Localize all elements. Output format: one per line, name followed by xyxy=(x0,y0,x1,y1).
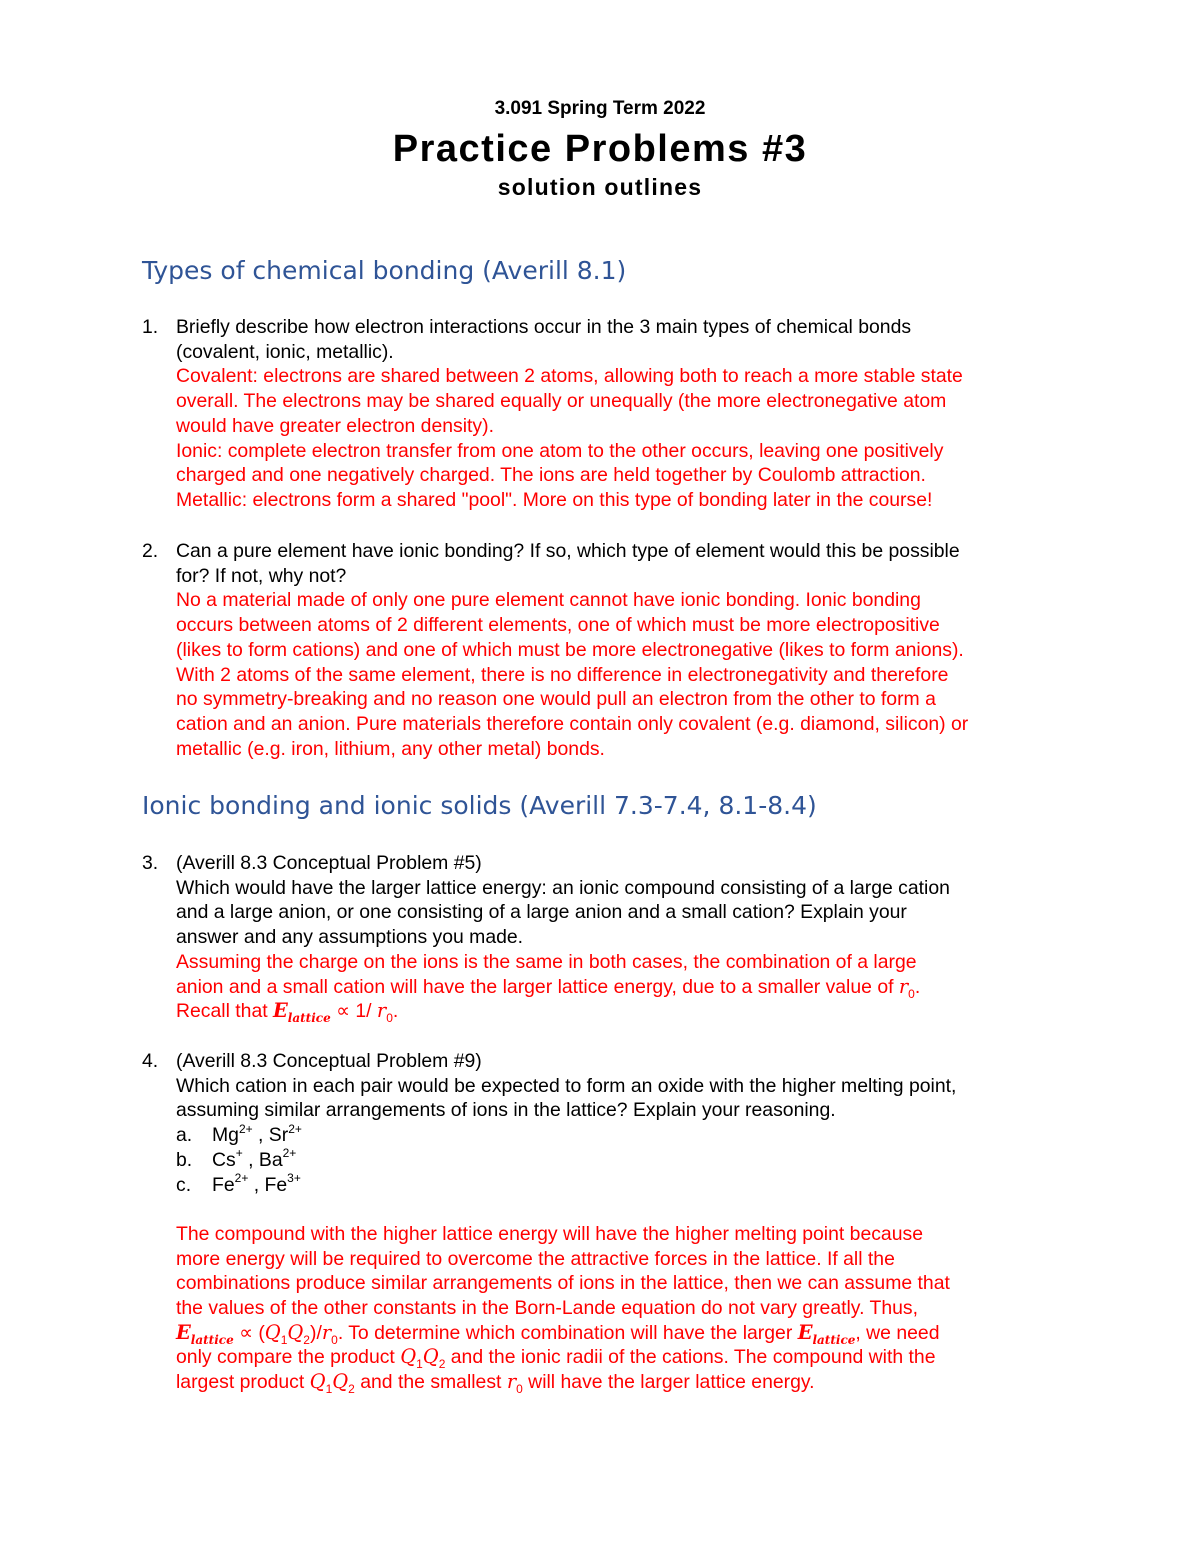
ion-symbol: Fe xyxy=(212,1173,235,1196)
question-text-line: (covalent, ionic, metallic). xyxy=(176,340,394,363)
ion-charge: 2+ xyxy=(288,1121,302,1136)
question-text-line: assuming similar arrangements of ions in the lattice? Explain your reasoning. xyxy=(176,1099,836,1122)
page-subtitle: solution outlines xyxy=(497,174,703,200)
ion-charge: 3+ xyxy=(287,1171,301,1186)
answer-text-line: would have greater electron density). xyxy=(176,414,494,437)
section-heading-ionic-bonding: Ionic bonding and ionic solids (Averill 7.3-7.4, 8.1-8.4) xyxy=(142,791,817,820)
lattice-energy-symbol: E xyxy=(797,1320,813,1344)
charge-subscript: 1 xyxy=(280,1332,288,1347)
ion-charge: 2+ xyxy=(238,1121,253,1136)
ion-symbol: Cs xyxy=(212,1148,236,1171)
answer-text-line: no symmetry-breaking and no reason one would pull an electron from the other to form a xyxy=(176,688,936,711)
answer-text: and the ionic radii of the cations. The compound with the xyxy=(445,1346,936,1369)
ion-pair-a: a. $Mg^{2+}$ , $Sr^{2+}$ xyxy=(176,1121,302,1147)
lattice-energy-symbol: E xyxy=(273,999,288,1023)
question-4 xyxy=(142,1049,1082,1395)
course-term: 3.091 Spring Term 2022 xyxy=(494,98,706,119)
page-title: Practice Problems #3 xyxy=(392,128,808,170)
ion-charge: + xyxy=(235,1146,243,1161)
charge-symbol: Q xyxy=(422,1345,439,1369)
question-text-line: Which would have the larger lattice energy: an ionic compound consisting of a large cation xyxy=(176,876,950,899)
answer-text-line: overall. The electrons may be shared equally or unequally (the more electronegative atom xyxy=(176,390,947,413)
equation-text: )/ xyxy=(309,1321,322,1344)
lattice-subscript: lattice xyxy=(812,1332,856,1347)
radius-symbol: r xyxy=(321,1320,332,1344)
charge-symbol: Q xyxy=(287,1320,304,1344)
charge-subscript: 2 xyxy=(303,1332,310,1347)
answer-text: largest product xyxy=(176,1371,310,1394)
answer-text-line: more energy will be required to overcome the attractive forces in the lattice. If all the xyxy=(176,1247,895,1270)
section-heading-bonding-types: Types of chemical bonding (Averill 8.1) xyxy=(142,256,627,285)
answer-text-line: the values of the other constants in the Born-Lande equation do not vary greatly. Thus, xyxy=(176,1297,918,1320)
question-text-line: Can a pure element have ionic bonding? If so, which type of element would this be possible xyxy=(176,540,960,562)
answer-text-line xyxy=(176,975,1082,1000)
answer-text: only compare the product xyxy=(176,1346,401,1369)
answer-text-line: Covalent: electrons are shared between 2 atoms, allowing both to reach a more stable state xyxy=(176,365,963,388)
answer-text-line xyxy=(176,999,1082,1024)
charge-symbol: Q xyxy=(332,1370,349,1394)
question-text-line: (Averill 8.3 Conceptual Problem #5) xyxy=(176,852,482,874)
ion-symbol: Fe xyxy=(264,1173,288,1196)
question-number: 1. xyxy=(142,316,159,338)
question-number: 3. xyxy=(142,852,159,874)
proportional-text: ∝ 1/ xyxy=(330,1000,377,1023)
ion-charge: 2+ xyxy=(282,1146,297,1161)
ion-pair-b: b. Cs+ , $Ba^{2+}$ xyxy=(176,1146,297,1171)
question-number: 2. xyxy=(142,540,159,562)
radius-symbol: r xyxy=(898,974,909,998)
answer-text-line: (likes to form cations) and one of which must be more electronegative (likes to form anions). xyxy=(176,638,964,661)
radius-subscript: 0 xyxy=(908,986,915,1001)
answer-text-line: No a material made of only one pure element cannot have ionic bonding. Ionic bonding xyxy=(176,589,921,612)
question-text-line: for? If not, why not? xyxy=(176,564,347,587)
lattice-subscript: lattice xyxy=(190,1332,234,1347)
ion-symbol: Ba xyxy=(258,1148,283,1171)
question-number: 4. xyxy=(142,1050,159,1072)
radius-subscript: 0 xyxy=(386,1011,393,1026)
answer-text-line: cation and an anion. Pure materials therefore contain only covalent (e.g. diamond, silicon) or xyxy=(176,712,969,735)
charge-subscript: 2 xyxy=(348,1382,355,1396)
answer-text: , we need xyxy=(855,1321,940,1344)
question-text-line: Briefly describe how electron interactions occur in the 3 main types of chemical bonds xyxy=(176,316,912,338)
radius-symbol: r xyxy=(376,999,387,1023)
proportional-text: ∝ ( xyxy=(233,1321,265,1344)
answer-text-line xyxy=(176,1370,1082,1395)
answer-text-line: The compound with the higher lattice energy will have the higher melting point because xyxy=(176,1222,923,1245)
charge-subscript: 2 xyxy=(438,1357,446,1372)
answer-text-line: occurs between atoms of 2 different elements, one of which must be more electropositive xyxy=(176,614,940,637)
ion-symbol: Mg xyxy=(212,1124,239,1147)
pair-label: b. xyxy=(176,1148,193,1171)
charge-subscript: 1 xyxy=(325,1382,333,1396)
question-text-line: Which cation in each pair would be expected to form an oxide with the higher melting point, xyxy=(176,1074,957,1097)
answer-text-line: Metallic: electrons form a shared "pool". More on this type of bonding later in the course! xyxy=(176,488,933,511)
charge-subscript: 1 xyxy=(416,1357,423,1372)
answer-text: Recall that xyxy=(176,1000,274,1023)
period: . xyxy=(392,1000,399,1023)
charge-symbol: Q xyxy=(264,1320,281,1344)
answer-text-line xyxy=(176,1321,1082,1346)
radius-subscript: 0 xyxy=(331,1332,338,1347)
question-2 xyxy=(142,539,1082,761)
question-1 xyxy=(142,315,1082,513)
answer-text-line: With 2 atoms of the same element, there is no difference in electronegativity and therefore xyxy=(176,663,949,686)
charge-symbol: Q xyxy=(400,1345,417,1369)
answer-text-line xyxy=(176,1345,1082,1370)
answer-text: will have the larger lattice energy. xyxy=(522,1371,815,1394)
ion-pair-c: c. $Fe^{2+}$ , $Fe^{3+}$ xyxy=(176,1171,301,1196)
question-text-line: and a large anion, or one consisting of a large anion and a small cation? Explain your xyxy=(176,901,907,924)
answer-text-line: metallic (e.g. iron, lithium, any other metal) bonds. xyxy=(176,737,605,760)
pair-label: c. xyxy=(176,1173,192,1196)
lattice-energy-symbol: E xyxy=(176,1320,191,1344)
answer-text-line: Assuming the charge on the ions is the same in both cases, the combination of a large xyxy=(176,950,917,973)
answer-text-line: charged and one negatively charged. The ions are held together by Coulomb attraction. xyxy=(176,464,926,487)
ion-symbol: Sr xyxy=(268,1124,289,1147)
period: . xyxy=(914,975,921,998)
radius-symbol: r xyxy=(506,1370,517,1394)
answer-text: and the smallest xyxy=(354,1371,507,1394)
answer-text-line: combinations produce similar arrangements of ions in the lattice, then we can assume that xyxy=(176,1272,950,1295)
question-text-line: answer and any assumptions you made. xyxy=(176,926,524,949)
question-text-line: (Averill 8.3 Conceptual Problem #9) xyxy=(176,1050,482,1072)
lattice-subscript: lattice xyxy=(287,1011,331,1026)
answer-text: anion and a small cation will have the larger lattice energy, due to a smaller value of xyxy=(176,975,899,998)
radius-subscript: 0 xyxy=(516,1382,523,1396)
charge-symbol: Q xyxy=(309,1370,326,1394)
answer-text-line: Ionic: complete electron transfer from one atom to the other occurs, leaving one positively xyxy=(176,439,944,462)
ion-charge: 2+ xyxy=(234,1171,249,1186)
question-3 xyxy=(142,851,1082,1024)
pair-label: a. xyxy=(176,1124,193,1147)
answer-text: . To determine which combination will have the larger xyxy=(337,1321,798,1344)
